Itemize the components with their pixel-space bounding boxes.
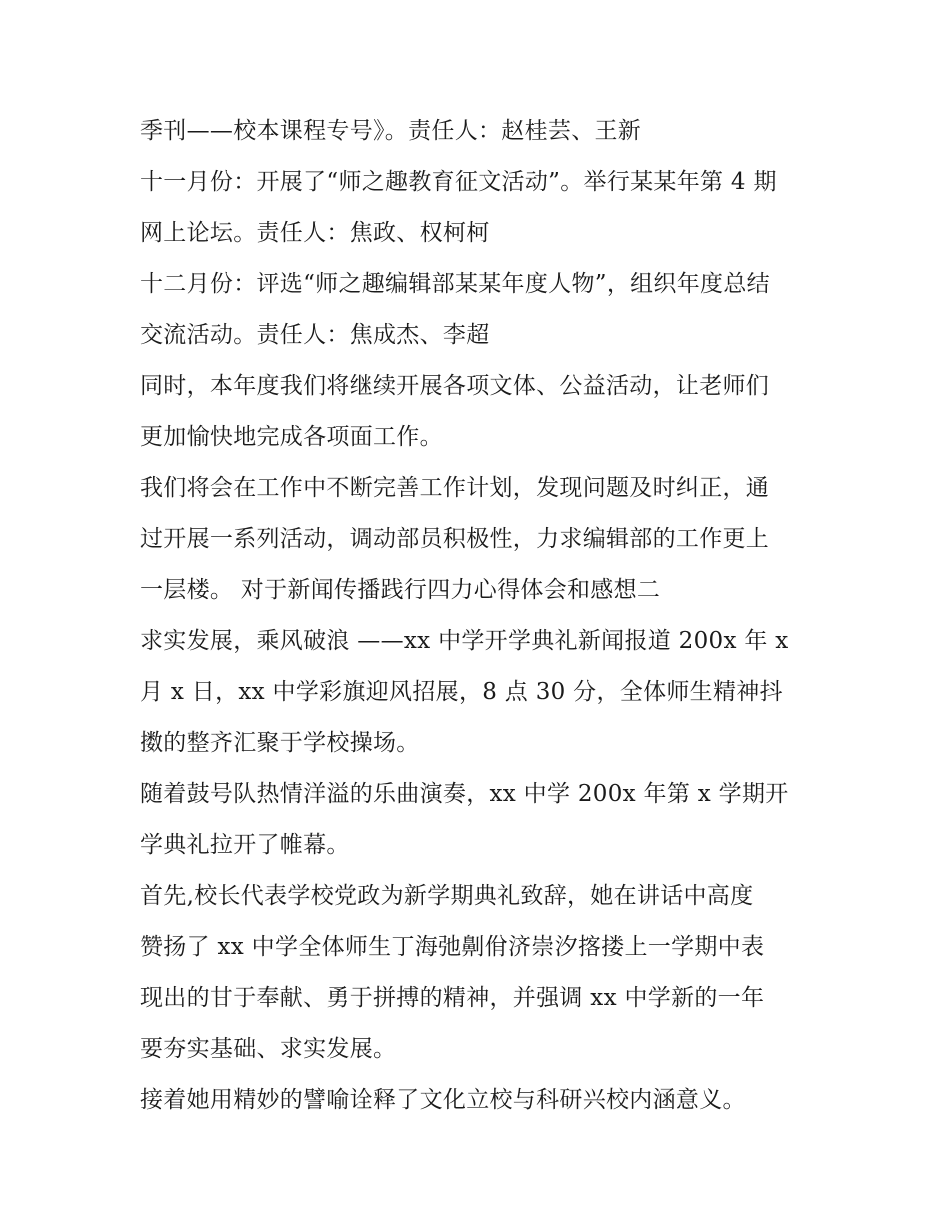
text-line: 我们将会在工作中不断完善工作计划，发现问题及时纠正，通 bbox=[140, 475, 770, 501]
text-line: 网上论坛。责任人：焦政、权柯柯 bbox=[140, 220, 490, 246]
text-line: 学典礼拉开了帷幕。 bbox=[140, 832, 350, 858]
text-line: 十一月份：开展了“师之趣教育征文活动”。举行某某年第 4 期 bbox=[140, 169, 777, 195]
text-line: 同时，本年度我们将继续开展各项文体、公益活动，让老师们 bbox=[140, 373, 770, 399]
text-line: 过开展一系列活动，调动部员积极性，力求编辑部的工作更上 bbox=[140, 526, 770, 552]
text-line: 一层楼。 对于新闻传播践行四力心得体会和感想二 bbox=[140, 577, 661, 603]
text-line: 随着鼓号队热情洋溢的乐曲演奏，xx 中学 200x 年第 x 学期开 bbox=[140, 781, 789, 807]
text-line: 交流活动。责任人：焦成杰、李超 bbox=[140, 322, 490, 348]
text-line: 接着她用精妙的譬喻诠释了文化立校与科研兴校内涵意义。 bbox=[140, 1087, 746, 1113]
text-line: 赞扬了 xx 中学全体师生丁海弛劓佾济崇汐揢搂上一学期中表 bbox=[140, 934, 765, 960]
text-line: 要夯实基础、求实发展。 bbox=[140, 1036, 397, 1062]
text-line: 更加愉快地完成各项面工作。 bbox=[140, 424, 443, 450]
text-line: 十二月份：评选“师之趣编辑部某某年度人物”，组织年度总结 bbox=[140, 271, 770, 297]
text-line: 月 x 日，xx 中学彩旗迎风招展，8 点 30 分，全体师生精神抖 bbox=[140, 679, 783, 705]
text-line: 首先,校长代表学校党政为新学期典礼致辞，她在讲话中高度 bbox=[140, 883, 754, 909]
text-line: 季刊——校本课程专号》。责任人：赵桂芸、王新 bbox=[140, 118, 642, 144]
text-line: 求实发展，乘风破浪 ——xx 中学开学典礼新闻报道 200x 年 x bbox=[140, 628, 789, 654]
text-line: 擞的整齐汇聚于学校操场。 bbox=[140, 730, 420, 756]
document-body bbox=[140, 106, 830, 1126]
text-line: 现出的甘于奉献、勇于拼搏的精神，并强调 xx 中学新的一年 bbox=[140, 985, 765, 1011]
